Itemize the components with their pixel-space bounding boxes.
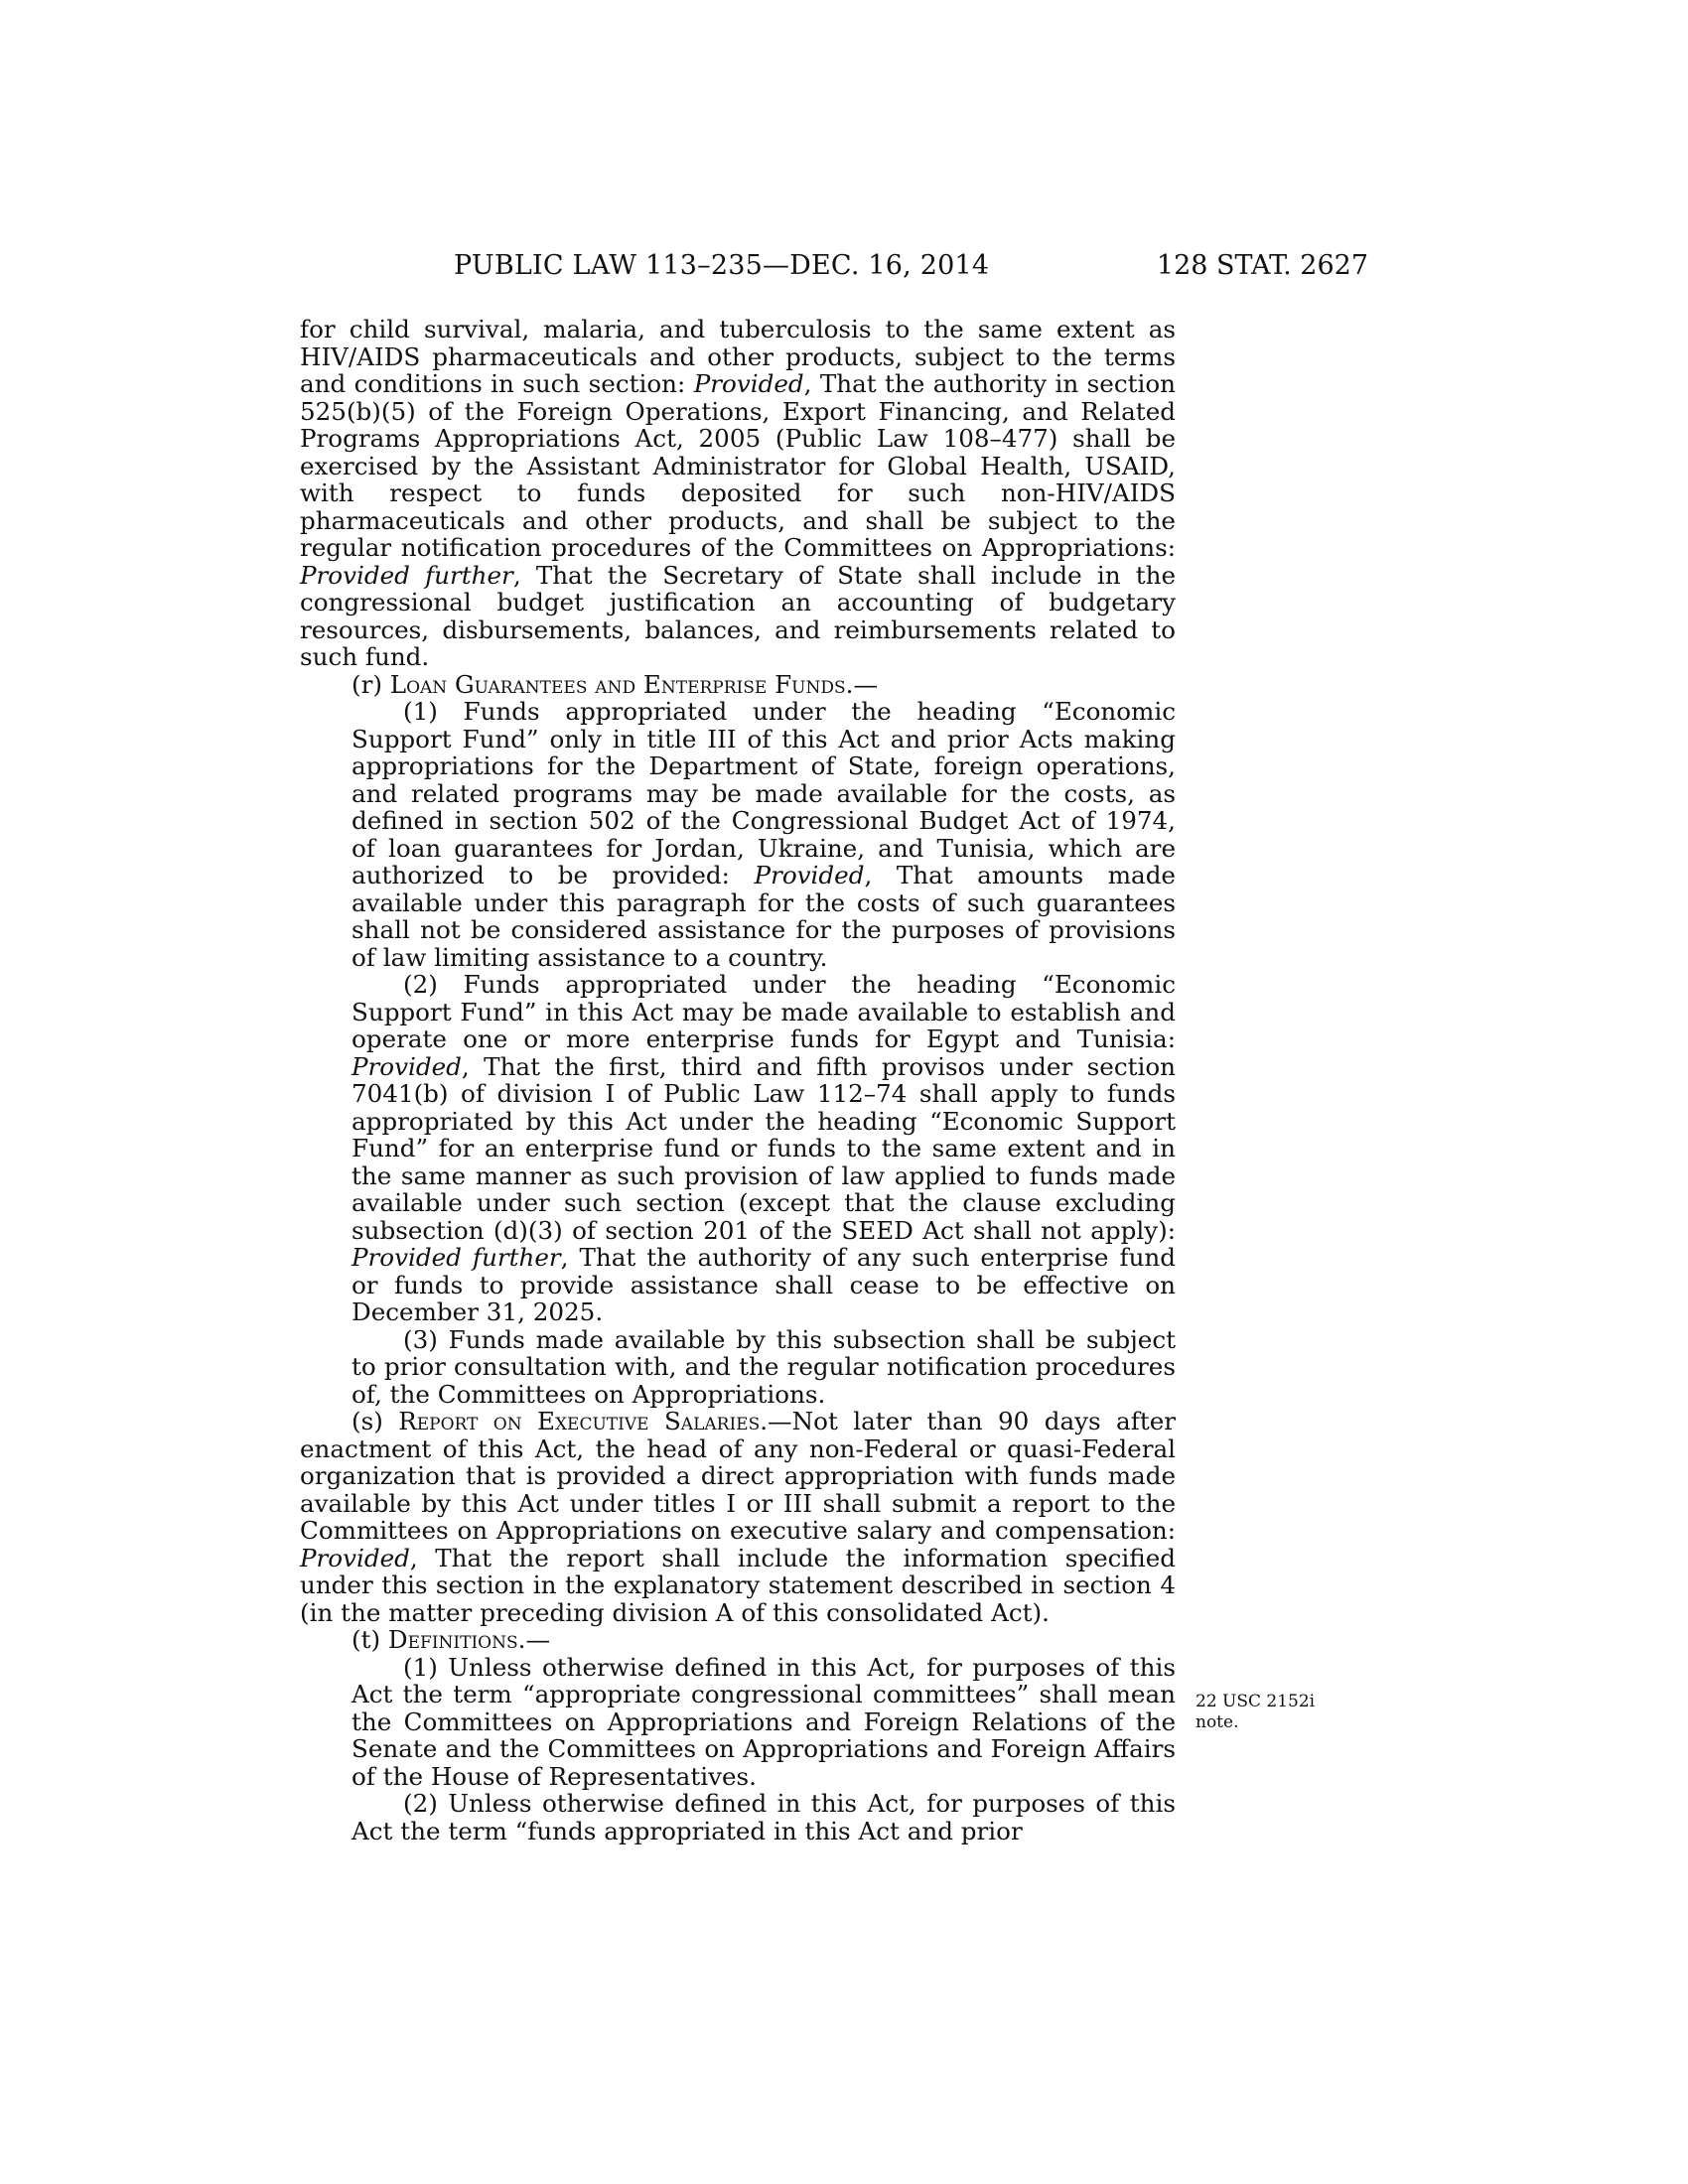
subsection-t-paragraph-1: (1) Unless otherwise defined in this Act, for purposes of this Act the term “appropriate congressional committees” shall mean the Committees on Appropriations and Foreign Relations of the Senate and the Committees on Appropriations and Foreign Affairs of the House of Representatives. — [352, 1652, 1176, 1791]
page-header — [300, 250, 1368, 290]
running-head: PUBLIC LAW 113–235—DEC. 16, 2014 — [454, 250, 990, 281]
statute-body — [300, 316, 1176, 1844]
subsection-s: (s) Report on Executive Salaries.—Not later than 90 days after enactment of this Act, the head of any non-Federal or quasi-Federal organization that is provided a direct appropriation with funds made available by this Act under titles I or III shall submit a report to the Committees on Appropriations on executive salary and compensation: Provided, That the report shall include the information specified under this section in the explanatory statement described in section 4 (in the matter preceding division A of this consolidated Act). — [300, 1407, 1177, 1627]
marginal-note — [1196, 1692, 1335, 1733]
subsection-t-heading: (t) Definitions.— — [352, 1625, 551, 1654]
statute-page-number: 128 STAT. 2627 — [1156, 250, 1368, 281]
marginal-citation: 22 USC 2152i — [1196, 1692, 1316, 1711]
subsection-t-paragraph-2: (2) Unless otherwise defined in this Act, for purposes of this Act the term “funds appropriated in this Act and prior — [352, 1789, 1176, 1845]
marginal-note-label: note. — [1196, 1712, 1239, 1732]
subsection-r-paragraph-3: (3) Funds made available by this subsection shall be subject to prior consultation with, and the regular notification procedures of, the Committees on Appropriations. — [352, 1324, 1176, 1409]
subsection-r-paragraph-1: (1) Funds appropriated under the heading “Economic Support Fund” only in title III of this Act and prior Acts making appropriations for the Department of State, foreign operations, and related programs may be made available for the costs, as defined in section 502 of the Congressional Budget Act of 1974, of loan guarantees for Jordan, Ukraine, and Tunisia, which are authorized to be provided: Provided, That amounts made available under this paragraph for the costs of such guarantees shall not be considered assistance for the purposes of provisions of law limiting assistance to a country. — [352, 697, 1176, 972]
subsection-r-paragraph-2: (2) Funds appropriated under the heading “Economic Support Fund” in this Act may be made available to establish and operate one or more enterprise funds for Egypt and Tunisia: Provided, That the first, third and fifth provisos under section 7041(b) of division I of Public Law 112–74 shall apply to funds appropriated by this Act under the heading “Economic Support Fund” for an enterprise fund or funds to the same extent and in the same manner as such provision of law applied to funds made available under such section (except that the clause excluding subsection (d)(3) of section 201 of the SEED Act shall not apply): Provided further, That the authority of any such enterprise fund or funds to provide assistance shall cease to be effective on December 31, 2025. — [352, 970, 1177, 1326]
paragraph-continuation: for child survival, malaria, and tuberculosis to the same extent as HIV/AIDS pharmaceuticals and other products, subject to the terms and conditions in such section: Provided, That the authority in section 525(b)(5) of the Foreign Operations, Export Financing, and Related Programs Appropriations Act, 2005 (Public Law 108–477) shall be exercised by the Assistant Administrator for Global Health, USAID, with respect to funds deposited for such non-HIV/AIDS pharmaceuticals and other products, and shall be subject to the regular notification procedures of the Committees on Appropriations: Provided further, That the Secretary of State shall include in the congressional budget justification an accounting of budgetary resources, disbursements, balances, and reimbursements related to such fund. — [300, 315, 1176, 671]
subsection-r-heading: (r) Loan Guarantees and Enterprise Funds.— — [352, 669, 879, 699]
